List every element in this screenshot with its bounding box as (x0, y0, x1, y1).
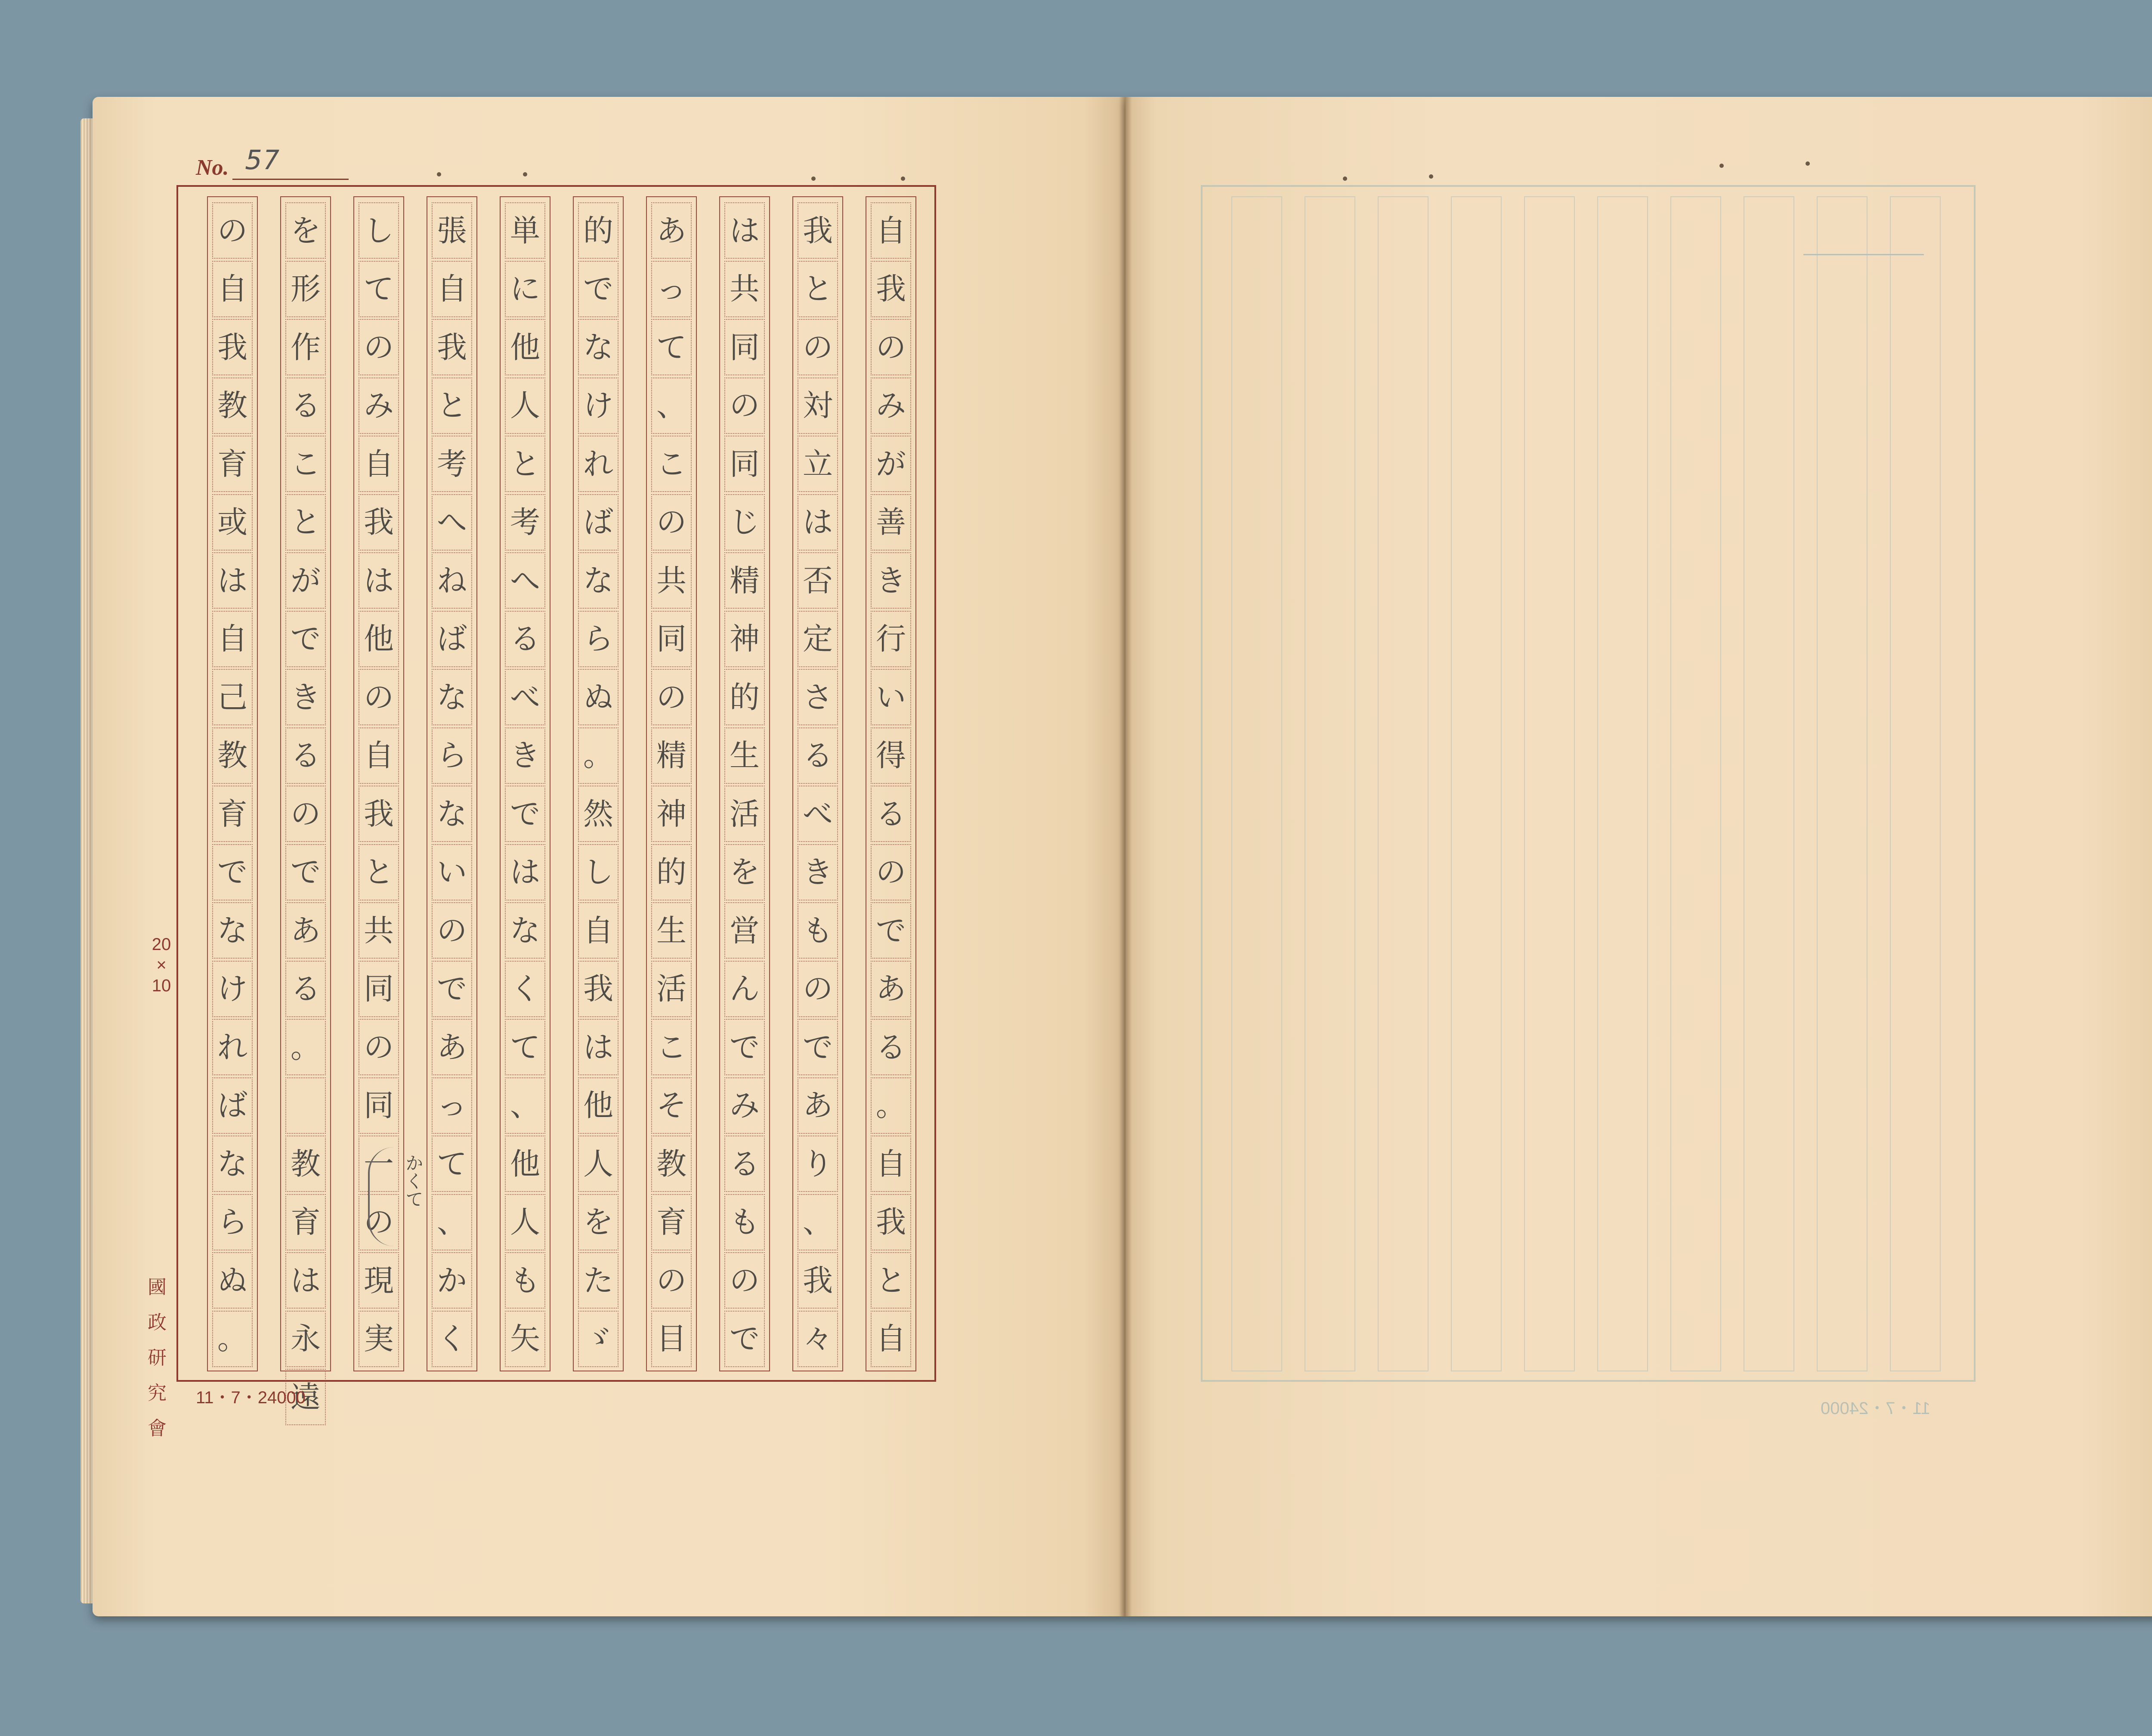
manuscript-cell: る (285, 727, 326, 784)
grid-size-label (142, 934, 181, 996)
manuscript-cell: り (798, 1136, 838, 1192)
manuscript-cell: 同 (651, 611, 692, 667)
manuscript-cell: 同 (724, 436, 765, 492)
page-number-underline (232, 179, 349, 180)
book-gutter (1119, 97, 1132, 1616)
manuscript-cell: 神 (651, 786, 692, 842)
manuscript-cell: ば (578, 494, 618, 551)
manuscript-cell: 我 (798, 202, 838, 259)
manuscript-cell: 永 (285, 1311, 326, 1367)
manuscript-cell: き (505, 727, 545, 784)
manuscript-cell: る (798, 727, 838, 784)
manuscript-cell: 、 (432, 1194, 472, 1250)
manuscript-cell: 考 (432, 436, 472, 492)
manuscript-cell: の (359, 1194, 399, 1250)
manuscript-cell: の (212, 202, 253, 259)
manuscript-cell: こ (651, 436, 692, 492)
manuscript-cell: 精 (724, 552, 765, 609)
manuscript-cell: い (432, 844, 472, 900)
manuscript-cell: て (359, 261, 399, 317)
manuscript-cell: 共 (359, 902, 399, 959)
manuscript-cell: き (871, 552, 911, 609)
manuscript-cell: 自 (359, 727, 399, 784)
manuscript-cell: 立 (798, 436, 838, 492)
manuscript-cell: 行 (871, 611, 911, 667)
manuscript-cell: の (798, 319, 838, 375)
binding-hole (437, 172, 441, 176)
manuscript-cell: あ (871, 961, 911, 1017)
manuscript-cell: 育 (285, 1194, 326, 1250)
manuscript-cell: 精 (651, 727, 692, 784)
manuscript-cell: あ (651, 202, 692, 259)
manuscript-cell: こ (285, 436, 326, 492)
manuscript-cell: が (285, 552, 326, 609)
manuscript-cell: る (285, 961, 326, 1017)
bleed-through-column (1378, 196, 1428, 1371)
manuscript-column (719, 196, 770, 1371)
manuscript-cell: も (724, 1194, 765, 1250)
manuscript-cell: さ (798, 669, 838, 725)
manuscript-cell: を (724, 844, 765, 900)
bleed-through-column (1744, 196, 1794, 1371)
bleed-through-column (1305, 196, 1355, 1371)
bleed-through-column (1670, 196, 1721, 1371)
manuscript-cell: 他 (505, 319, 545, 375)
manuscript-cell: 教 (212, 378, 253, 434)
manuscript-cell: 生 (724, 727, 765, 784)
manuscript-cell: て (651, 319, 692, 375)
manuscript-cell: は (798, 494, 838, 551)
manuscript-cell: に (505, 261, 545, 317)
manuscript-cell: き (798, 844, 838, 900)
bleed-through-column (1817, 196, 1868, 1371)
manuscript-cell: で (505, 786, 545, 842)
manuscript-cell: で (285, 611, 326, 667)
manuscript-cell: 我 (359, 786, 399, 842)
manuscript-cell: 教 (212, 727, 253, 784)
manuscript-cell: と (432, 378, 472, 434)
manuscript-cell: 単 (505, 202, 545, 259)
manuscript-cell: 同 (359, 961, 399, 1017)
manuscript-cell: 同 (724, 319, 765, 375)
manuscript-cell: も (798, 902, 838, 959)
manuscript-cell: 対 (798, 378, 838, 434)
manuscript-cell: 一 (359, 1136, 399, 1192)
manuscript-cell: で (724, 1311, 765, 1367)
manuscript-cell: 。 (212, 1311, 253, 1367)
manuscript-cell: べ (798, 786, 838, 842)
bleed-through-underline (1803, 254, 1924, 255)
manuscript-cell: を (578, 1194, 618, 1250)
print-code: 11・7・24000 (196, 1388, 306, 1407)
bleed-through-column (1890, 196, 1941, 1371)
binding-hole (1343, 176, 1347, 181)
manuscript-cell: 自 (871, 202, 911, 259)
binding-hole (523, 172, 527, 176)
manuscript-cell: 定 (798, 611, 838, 667)
manuscript-cell: 自 (212, 611, 253, 667)
manuscript-cell: け (212, 961, 253, 1017)
manuscript-cell: の (651, 1252, 692, 1309)
manuscript-cell: 的 (724, 669, 765, 725)
manuscript-cell: は (505, 844, 545, 900)
manuscript-cell: あ (798, 1077, 838, 1134)
manuscript-cell: な (505, 902, 545, 959)
manuscript-cell: 々 (798, 1311, 838, 1367)
handwritten-annotation: かくて (403, 1154, 424, 1208)
manuscript-column (646, 196, 697, 1371)
publisher-char: 會 (148, 1417, 167, 1439)
manuscript-cell: の (651, 494, 692, 551)
manuscript-cell: の (724, 1252, 765, 1309)
manuscript-cell: 矢 (505, 1311, 545, 1367)
manuscript-cell: 他 (505, 1136, 545, 1192)
manuscript-cell: 共 (724, 261, 765, 317)
manuscript-cell: と (798, 261, 838, 317)
manuscript-cell: 育 (212, 436, 253, 492)
manuscript-cell: 現 (359, 1252, 399, 1309)
manuscript-cell: 己 (212, 669, 253, 725)
manuscript-cell: の (651, 669, 692, 725)
manuscript-cell: 然 (578, 786, 618, 842)
manuscript-cell: る (505, 611, 545, 667)
manuscript-cell: の (798, 961, 838, 1017)
manuscript-cell: で (212, 844, 253, 900)
manuscript-cell: 、 (505, 1077, 545, 1134)
manuscript-cell: な (432, 669, 472, 725)
manuscript-cell: が (871, 436, 911, 492)
manuscript-cell: で (432, 961, 472, 1017)
manuscript-cell: な (212, 1136, 253, 1192)
manuscript-cell: で (798, 1019, 838, 1075)
manuscript-cell: も (505, 1252, 545, 1309)
manuscript-cell: を (285, 202, 326, 259)
manuscript-cell: 他 (359, 611, 399, 667)
binding-hole (811, 176, 816, 181)
manuscript-cell: な (578, 319, 618, 375)
manuscript-cell: ぬ (212, 1252, 253, 1309)
page-number-label: No. (196, 155, 229, 180)
manuscript-cell: れ (578, 436, 618, 492)
bleed-through-column (1524, 196, 1575, 1371)
manuscript-cell: へ (432, 494, 472, 551)
manuscript-cell: る (871, 1019, 911, 1075)
manuscript-cell: 得 (871, 727, 911, 784)
bleed-through-column (1451, 196, 1502, 1371)
manuscript-cell: っ (432, 1077, 472, 1134)
binding-hole (901, 176, 905, 181)
manuscript-cell: し (359, 202, 399, 259)
manuscript-cell: る (285, 378, 326, 434)
manuscript-cell: 活 (724, 786, 765, 842)
publisher-char: 政 (148, 1312, 167, 1334)
manuscript-cell: 作 (285, 319, 326, 375)
manuscript-cell: 。 (578, 727, 618, 784)
binding-hole (1806, 161, 1810, 166)
grid-size-line: 10 (152, 976, 171, 995)
manuscript-cell: 張 (432, 202, 472, 259)
binding-hole (1719, 164, 1724, 168)
bleed-through-page-number (1803, 224, 1967, 263)
manuscript-cell: 形 (285, 261, 326, 317)
publisher-char: 國 (148, 1276, 167, 1298)
manuscript-cell: の (359, 319, 399, 375)
manuscript-cell: で (285, 844, 326, 900)
manuscript-cell: は (578, 1019, 618, 1075)
bleed-through-print-code: 11・7・24000 (1821, 1399, 1930, 1418)
binding-hole (1429, 174, 1433, 179)
manuscript-cell: ら (578, 611, 618, 667)
manuscript-cell: し (578, 844, 618, 900)
manuscript-cell: じ (724, 494, 765, 551)
manuscript-cell: た (578, 1252, 618, 1309)
manuscript-column (500, 196, 550, 1371)
manuscript-cell: 自 (871, 1136, 911, 1192)
manuscript-cell: は (285, 1252, 326, 1309)
manuscript-cell: の (432, 902, 472, 959)
publisher-char: 研 (148, 1347, 167, 1369)
manuscript-column (866, 196, 916, 1371)
manuscript-cell: て (432, 1136, 472, 1192)
manuscript-column (792, 196, 843, 1371)
manuscript-cell: 育 (212, 786, 253, 842)
manuscript-cell: べ (505, 669, 545, 725)
manuscript-cell: 。 (285, 1019, 326, 1075)
manuscript-cell: 我 (432, 319, 472, 375)
manuscript-cell: で (578, 261, 618, 317)
bleed-through-grid (1201, 185, 1976, 1382)
manuscript-cell: 営 (724, 902, 765, 959)
manuscript-cell: ゞ (578, 1311, 618, 1367)
manuscript-cell: 我 (212, 319, 253, 375)
manuscript-cell: の (359, 1019, 399, 1075)
manuscript-cell: な (212, 902, 253, 959)
manuscript-cell: 我 (359, 494, 399, 551)
manuscript-column (207, 196, 258, 1371)
manuscript-cell: 。 (871, 1077, 911, 1134)
grid-size-line: × (156, 956, 167, 975)
manuscript-cell: 遠 (285, 1369, 326, 1425)
manuscript-cell: 我 (871, 1194, 911, 1250)
manuscript-cell: か (432, 1252, 472, 1309)
manuscript-cell: 、 (798, 1194, 838, 1250)
manuscript-cell: は (724, 202, 765, 259)
manuscript-cell: み (724, 1077, 765, 1134)
manuscript-cell: の (359, 669, 399, 725)
bleed-through-column (1597, 196, 1648, 1371)
grid-size-line: 20 (152, 935, 171, 954)
manuscript-cell: ば (212, 1077, 253, 1134)
manuscript-cell: 自 (871, 1311, 911, 1367)
manuscript-cell: れ (212, 1019, 253, 1075)
manuscript-cell: 否 (798, 552, 838, 609)
manuscript-cell: 共 (651, 552, 692, 609)
manuscript-cell: ね (432, 552, 472, 609)
page-number-value: 57 (242, 144, 283, 176)
publisher-char: 究 (148, 1382, 167, 1404)
manuscript-cell: 人 (505, 1194, 545, 1250)
manuscript-cell: 我 (871, 261, 911, 317)
manuscript-cell: の (871, 844, 911, 900)
manuscript-cell: と (871, 1252, 911, 1309)
manuscript-column (280, 196, 331, 1415)
manuscript-cell: る (871, 786, 911, 842)
manuscript-cell: 教 (285, 1136, 326, 1192)
manuscript-cell: 我 (798, 1252, 838, 1309)
manuscript-column (573, 196, 624, 1371)
manuscript-cell: 実 (359, 1311, 399, 1367)
manuscript-cell: て (505, 1019, 545, 1075)
manuscript-cell: な (578, 552, 618, 609)
manuscript-cell: で (724, 1019, 765, 1075)
manuscript-cell: 自 (432, 261, 472, 317)
manuscript-cell (285, 1077, 326, 1134)
manuscript-cell: 自 (212, 261, 253, 317)
manuscript-cell: ら (212, 1194, 253, 1250)
manuscript-column (427, 196, 477, 1371)
manuscript-cell: な (432, 786, 472, 842)
manuscript-cell: そ (651, 1077, 692, 1134)
manuscript-cell: 人 (578, 1136, 618, 1192)
manuscript-cell: 善 (871, 494, 911, 551)
manuscript-cell: 自 (578, 902, 618, 959)
bleed-through-column (1231, 196, 1282, 1371)
manuscript-cell: 人 (505, 378, 545, 434)
manuscript-cell: く (505, 961, 545, 1017)
manuscript-cell: と (359, 844, 399, 900)
manuscript-cell: は (359, 552, 399, 609)
manuscript-cell: ば (432, 611, 472, 667)
manuscript-cell: み (871, 378, 911, 434)
manuscript-cell: 、 (651, 378, 692, 434)
manuscript-cell: く (432, 1311, 472, 1367)
manuscript-cell: 目 (651, 1311, 692, 1367)
manuscript-cell: は (212, 552, 253, 609)
manuscript-cell: 教 (651, 1136, 692, 1192)
manuscript-cell: 我 (578, 961, 618, 1017)
manuscript-cell: で (871, 902, 911, 959)
manuscript-cell: ん (724, 961, 765, 1017)
manuscript-cell: っ (651, 261, 692, 317)
manuscript-cell: 生 (651, 902, 692, 959)
manuscript-cell: 育 (651, 1194, 692, 1250)
manuscript-cell: と (285, 494, 326, 551)
manuscript-cell: け (578, 378, 618, 434)
manuscript-cell: 自 (359, 436, 399, 492)
manuscript-cell: 同 (359, 1077, 399, 1134)
manuscript-cell: き (285, 669, 326, 725)
manuscript-cell: の (285, 786, 326, 842)
publisher-label (144, 1270, 170, 1446)
manuscript-cell: い (871, 669, 911, 725)
manuscript-cell: 他 (578, 1077, 618, 1134)
manuscript-cell: と (505, 436, 545, 492)
manuscript-cell: へ (505, 552, 545, 609)
page-number (196, 144, 368, 183)
manuscript-cell: ぬ (578, 669, 618, 725)
manuscript-cell: あ (285, 902, 326, 959)
manuscript-cell: 活 (651, 961, 692, 1017)
manuscript-cell: る (724, 1136, 765, 1192)
manuscript-cell: 的 (578, 202, 618, 259)
manuscript-cell: の (871, 319, 911, 375)
manuscript-cell: 神 (724, 611, 765, 667)
manuscript-cell: の (724, 378, 765, 434)
manuscript-cell: こ (651, 1019, 692, 1075)
manuscript-cell: 或 (212, 494, 253, 551)
manuscript-cell: 考 (505, 494, 545, 551)
manuscript-cell: み (359, 378, 399, 434)
manuscript-cell: あ (432, 1019, 472, 1075)
manuscript-cell: ら (432, 727, 472, 784)
manuscript-cell: 的 (651, 844, 692, 900)
